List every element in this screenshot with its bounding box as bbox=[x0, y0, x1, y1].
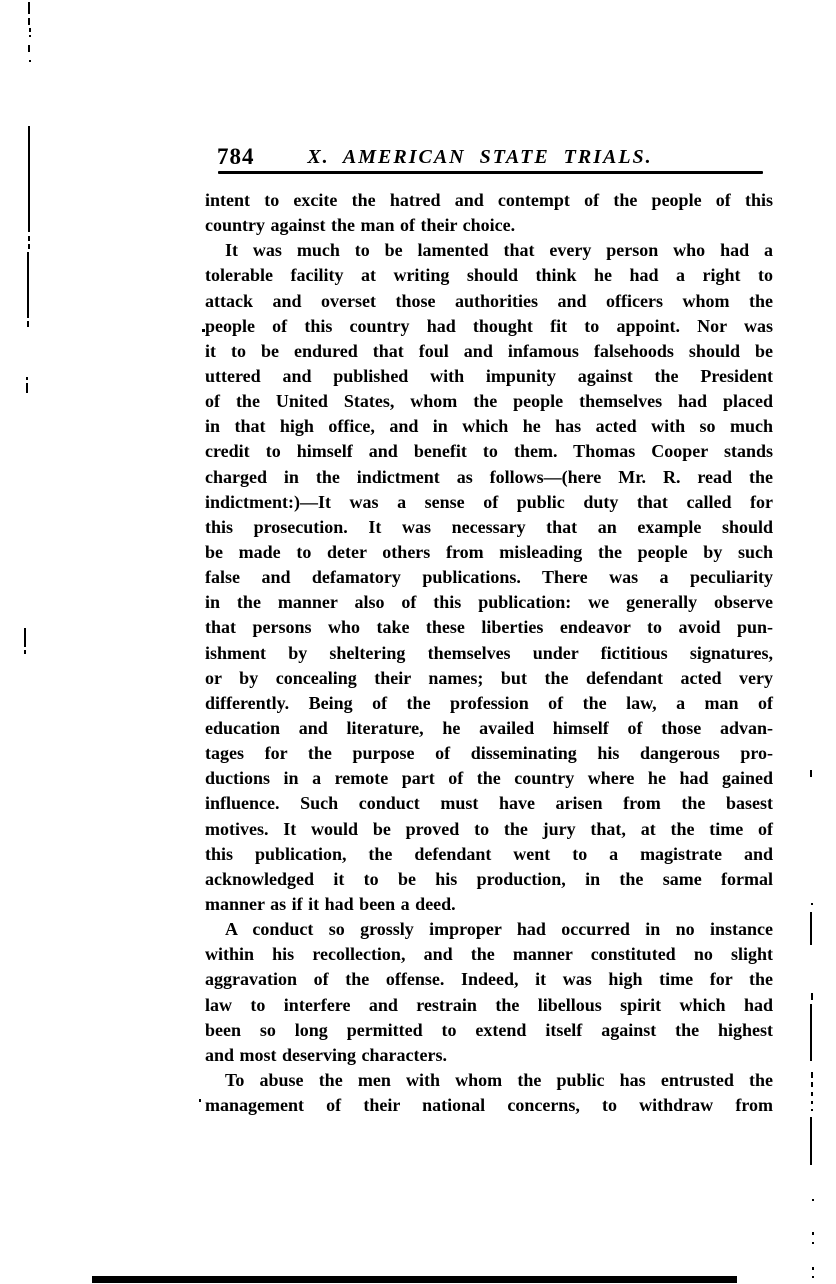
text-line: credit to himself and benefit to them. Thomas Cooper stands bbox=[205, 441, 773, 462]
text-line: To abuse the men with whom the public has entrusted the bbox=[225, 1069, 773, 1090]
scan-mark bbox=[811, 1092, 813, 1096]
scan-mark bbox=[26, 377, 28, 380]
scan-mark bbox=[812, 1242, 814, 1244]
scan-mark bbox=[812, 1276, 814, 1278]
text-line: intent to excite the hatred and contempt of the people of this bbox=[205, 190, 773, 210]
scan-mark bbox=[810, 770, 812, 777]
scan-mark bbox=[28, 244, 30, 249]
text-line: attack and overset those authorities and officers whom the bbox=[205, 290, 773, 311]
text-line: management of their national concerns, to withdraw from bbox=[205, 1095, 773, 1116]
scan-mark bbox=[811, 1072, 813, 1078]
scan-mark bbox=[29, 60, 31, 62]
scan-mark bbox=[29, 28, 31, 32]
scan-mark bbox=[810, 1117, 812, 1165]
scan-mark bbox=[28, 18, 30, 25]
scan-mark bbox=[811, 1101, 813, 1104]
scan-mark bbox=[26, 383, 28, 393]
text-line: influence. Such conduct must have arisen from the basest bbox=[205, 793, 773, 814]
running-title: X. AMERICAN STATE TRIALS. bbox=[307, 146, 653, 168]
scan-mark bbox=[810, 912, 812, 945]
scan-mark bbox=[811, 1082, 813, 1087]
scan-mark bbox=[810, 1004, 812, 1061]
scan-mark bbox=[28, 2, 30, 14]
scan-mark bbox=[24, 628, 26, 647]
scan-mark bbox=[812, 1267, 814, 1270]
text-line: tages for the purpose of disseminating his dangerous pro- bbox=[205, 743, 773, 764]
scan-mark bbox=[24, 650, 26, 654]
text-line: education and literature, he availed himself of those advan- bbox=[205, 717, 773, 738]
scan-mark bbox=[27, 252, 29, 318]
text-line: this prosecution. It was necessary that an example should bbox=[205, 516, 773, 537]
text-line: A conduct so grossly improper had occurred in no instance bbox=[225, 919, 773, 940]
scan-mark bbox=[28, 126, 30, 232]
text-line: false and defamatory publications. There was a peculiarity bbox=[205, 567, 773, 588]
ink-dot bbox=[199, 1099, 201, 1102]
scan-mark bbox=[28, 236, 30, 241]
text-line: country against the man of their choice. bbox=[205, 215, 516, 236]
text-line: and most deserving characters. bbox=[205, 1044, 447, 1065]
text-line: people of this country had thought fit to appoint. Nor was bbox=[205, 315, 773, 336]
scan-mark bbox=[811, 993, 813, 1000]
text-line: ishment by sheltering themselves under fictitious signatures, bbox=[205, 642, 773, 663]
text-line: law to interfere and restrain the libellous spirit which had bbox=[205, 994, 773, 1015]
text-line: indictment:)—It was a sense of public duty that called for bbox=[205, 491, 773, 512]
header-rule bbox=[218, 171, 763, 174]
text-line: this publication, the defendant went to a magistrate and bbox=[205, 843, 773, 864]
scan-edge-bar bbox=[92, 1276, 737, 1283]
text-line: within his recollection, and the manner constituted no slight bbox=[205, 944, 773, 965]
text-line: it to be endured that foul and infamous falsehoods should be bbox=[205, 340, 773, 361]
text-line: uttered and published with impunity against the President bbox=[205, 365, 773, 386]
text-line: be made to deter others from misleading the people by such bbox=[205, 541, 773, 562]
text-line: in that high office, and in which he has acted with so much bbox=[205, 416, 773, 437]
scan-mark bbox=[811, 903, 813, 905]
text-line: in the manner also of this publication: we generally observe bbox=[205, 592, 773, 613]
text-line: ductions in a remote part of the country where he had gained bbox=[205, 768, 773, 789]
scan-mark bbox=[27, 321, 29, 327]
page-number: 784 bbox=[217, 144, 255, 169]
text-line: aggravation of the offense. Indeed, it was high time for the bbox=[205, 969, 773, 990]
text-line: motives. It would be proved to the jury that, at the time of bbox=[205, 818, 773, 839]
scan-mark bbox=[812, 1199, 814, 1201]
ink-dot bbox=[202, 329, 205, 332]
text-line: or by concealing their names; but the defendant acted very bbox=[205, 667, 773, 688]
scan-mark bbox=[28, 45, 30, 52]
scan-mark bbox=[812, 1232, 814, 1235]
text-line: of the United States, whom the people themselves had placed bbox=[205, 391, 773, 412]
body-text bbox=[205, 188, 773, 1118]
text-line: that persons who take these liberties endeavor to avoid pun- bbox=[205, 617, 773, 638]
text-line: charged in the indictment as follows—(here Mr. R. read the bbox=[205, 466, 773, 487]
text-line: It was much to be lamented that every person who had a bbox=[225, 240, 773, 261]
text-line: been so long permitted to extend itself against the highest bbox=[205, 1019, 773, 1040]
scan-mark bbox=[29, 35, 31, 37]
text-line: tolerable facility at writing should think he had a right to bbox=[205, 265, 773, 286]
scan-mark bbox=[811, 1109, 813, 1111]
text-line: differently. Being of the profession of the law, a man of bbox=[205, 692, 773, 713]
text-line: manner as if it had been a deed. bbox=[205, 893, 456, 914]
text-line: acknowledged it to be his production, in the same formal bbox=[205, 868, 773, 889]
